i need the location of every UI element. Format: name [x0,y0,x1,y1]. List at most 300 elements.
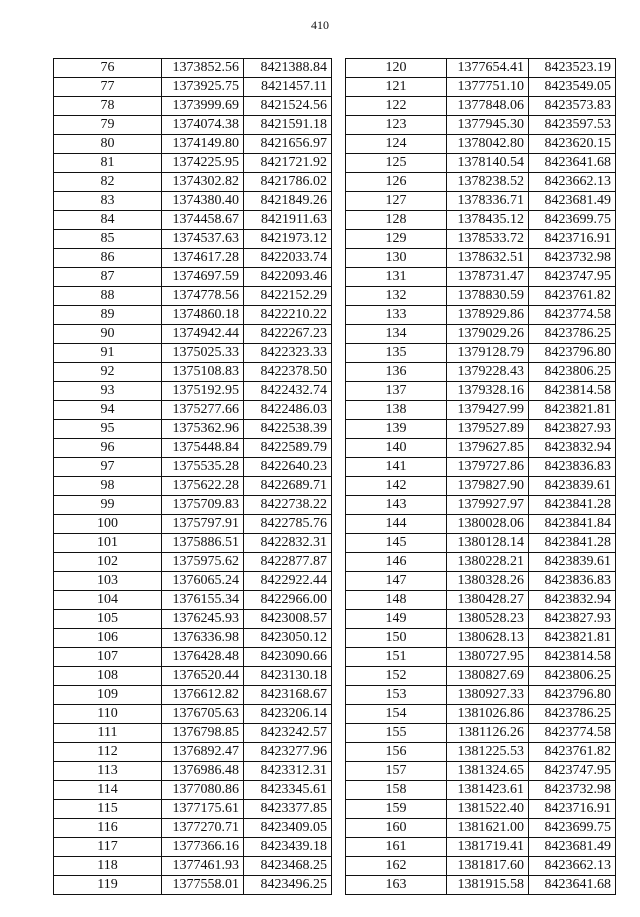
table-row [54,534,332,553]
y-coordinate-cell: 8422210.22 [244,306,332,325]
y-coordinate-cell: 8423796.80 [529,344,616,363]
table-row [346,591,616,610]
x-coordinate-cell: 1374697.59 [162,268,244,287]
x-coordinate-cell: 1375362.96 [162,420,244,439]
x-coordinate-cell: 1378929.86 [447,306,529,325]
y-coordinate-cell: 8423786.25 [529,325,616,344]
x-coordinate-cell: 1378042.80 [447,135,529,154]
point-number-cell: 108 [54,667,162,686]
point-number-cell: 84 [54,211,162,230]
table-row [346,743,616,762]
point-number-cell: 100 [54,515,162,534]
table-row [346,211,616,230]
point-number-cell: 112 [54,743,162,762]
point-number-cell: 96 [54,439,162,458]
y-coordinate-cell: 8422589.79 [244,439,332,458]
table-body-left [54,59,332,895]
point-number-cell: 97 [54,458,162,477]
y-coordinate-cell: 8423761.82 [529,743,616,762]
y-coordinate-cell: 8421721.92 [244,154,332,173]
y-coordinate-cell: 8422877.87 [244,553,332,572]
table-row [346,97,616,116]
table-row [54,515,332,534]
y-coordinate-cell: 8423168.67 [244,686,332,705]
y-coordinate-cell: 8423699.75 [529,819,616,838]
x-coordinate-cell: 1376155.34 [162,591,244,610]
y-coordinate-cell: 8423641.68 [529,154,616,173]
point-number-cell: 77 [54,78,162,97]
point-number-cell: 142 [346,477,447,496]
point-number-cell: 85 [54,230,162,249]
table-row [54,648,332,667]
point-number-cell: 125 [346,154,447,173]
y-coordinate-cell: 8423050.12 [244,629,332,648]
table-row [54,819,332,838]
y-coordinate-cell: 8423747.95 [529,268,616,287]
table-row [346,59,616,78]
point-number-cell: 98 [54,477,162,496]
y-coordinate-cell: 8422267.23 [244,325,332,344]
x-coordinate-cell: 1381225.53 [447,743,529,762]
point-number-cell: 99 [54,496,162,515]
x-coordinate-cell: 1374617.28 [162,249,244,268]
table-row [346,534,616,553]
x-coordinate-cell: 1373925.75 [162,78,244,97]
y-coordinate-cell: 8423206.14 [244,705,332,724]
point-number-cell: 141 [346,458,447,477]
table-row [346,762,616,781]
table-row [346,249,616,268]
y-coordinate-cell: 8421591.18 [244,116,332,135]
point-number-cell: 124 [346,135,447,154]
point-number-cell: 89 [54,306,162,325]
table-row [346,819,616,838]
x-coordinate-cell: 1378435.12 [447,211,529,230]
x-coordinate-cell: 1381324.65 [447,762,529,781]
x-coordinate-cell: 1374380.40 [162,192,244,211]
point-number-cell: 115 [54,800,162,819]
table-row [346,420,616,439]
x-coordinate-cell: 1379029.26 [447,325,529,344]
table-row [54,420,332,439]
point-number-cell: 88 [54,287,162,306]
table-row [346,287,616,306]
y-coordinate-cell: 8423409.05 [244,819,332,838]
point-number-cell: 150 [346,629,447,648]
x-coordinate-cell: 1380428.27 [447,591,529,610]
x-coordinate-cell: 1375797.91 [162,515,244,534]
point-number-cell: 103 [54,572,162,591]
y-coordinate-cell: 8423827.93 [529,420,616,439]
x-coordinate-cell: 1376428.48 [162,648,244,667]
y-coordinate-cell: 8423130.18 [244,667,332,686]
x-coordinate-cell: 1378731.47 [447,268,529,287]
y-coordinate-cell: 8423662.13 [529,857,616,876]
y-coordinate-cell: 8423620.15 [529,135,616,154]
x-coordinate-cell: 1376065.24 [162,572,244,591]
y-coordinate-cell: 8423312.31 [244,762,332,781]
table-row [54,705,332,724]
point-number-cell: 113 [54,762,162,781]
table-row [346,439,616,458]
table-row [346,553,616,572]
x-coordinate-cell: 1373999.69 [162,97,244,116]
table-row [346,325,616,344]
x-coordinate-cell: 1377945.30 [447,116,529,135]
y-coordinate-cell: 8423008.57 [244,610,332,629]
y-coordinate-cell: 8423796.80 [529,686,616,705]
x-coordinate-cell: 1381719.41 [447,838,529,857]
x-coordinate-cell: 1373852.56 [162,59,244,78]
y-coordinate-cell: 8423716.91 [529,230,616,249]
table-row [54,230,332,249]
y-coordinate-cell: 8422689.71 [244,477,332,496]
y-coordinate-cell: 8423774.58 [529,306,616,325]
point-number-cell: 140 [346,439,447,458]
y-coordinate-cell: 8423732.98 [529,249,616,268]
table-row [54,458,332,477]
x-coordinate-cell: 1380528.23 [447,610,529,629]
table-row [346,78,616,97]
table-row [54,78,332,97]
table-row [54,591,332,610]
table-row [54,610,332,629]
table-row [54,173,332,192]
point-number-cell: 95 [54,420,162,439]
point-number-cell: 155 [346,724,447,743]
table-row [346,838,616,857]
table-row [54,800,332,819]
x-coordinate-cell: 1374074.38 [162,116,244,135]
point-number-cell: 162 [346,857,447,876]
y-coordinate-cell: 8423786.25 [529,705,616,724]
y-coordinate-cell: 8423761.82 [529,287,616,306]
table-row [54,306,332,325]
x-coordinate-cell: 1377461.93 [162,857,244,876]
y-coordinate-cell: 8423821.81 [529,401,616,420]
point-number-cell: 130 [346,249,447,268]
table-row [346,154,616,173]
y-coordinate-cell: 8423832.94 [529,439,616,458]
table-row [346,382,616,401]
point-number-cell: 76 [54,59,162,78]
x-coordinate-cell: 1374860.18 [162,306,244,325]
point-number-cell: 119 [54,876,162,895]
x-coordinate-cell: 1381915.58 [447,876,529,895]
point-number-cell: 156 [346,743,447,762]
x-coordinate-cell: 1377366.16 [162,838,244,857]
point-number-cell: 117 [54,838,162,857]
y-coordinate-cell: 8421973.12 [244,230,332,249]
point-number-cell: 120 [346,59,447,78]
point-number-cell: 109 [54,686,162,705]
table-row [346,458,616,477]
point-number-cell: 114 [54,781,162,800]
point-number-cell: 101 [54,534,162,553]
table-row [346,268,616,287]
y-coordinate-cell: 8422538.39 [244,420,332,439]
point-number-cell: 146 [346,553,447,572]
table-row [54,724,332,743]
x-coordinate-cell: 1376798.85 [162,724,244,743]
point-number-cell: 133 [346,306,447,325]
x-coordinate-cell: 1381621.00 [447,819,529,838]
table-row [54,344,332,363]
table-row [54,667,332,686]
table-row [54,553,332,572]
y-coordinate-cell: 8423439.18 [244,838,332,857]
y-coordinate-cell: 8423496.25 [244,876,332,895]
y-coordinate-cell: 8423523.19 [529,59,616,78]
point-number-cell: 121 [346,78,447,97]
point-number-cell: 144 [346,515,447,534]
y-coordinate-cell: 8423681.49 [529,192,616,211]
y-coordinate-cell: 8423377.85 [244,800,332,819]
y-coordinate-cell: 8423821.81 [529,629,616,648]
y-coordinate-cell: 8423841.84 [529,515,616,534]
x-coordinate-cell: 1379927.97 [447,496,529,515]
point-number-cell: 127 [346,192,447,211]
x-coordinate-cell: 1374537.63 [162,230,244,249]
table-row [346,610,616,629]
x-coordinate-cell: 1377558.01 [162,876,244,895]
table-row [54,762,332,781]
x-coordinate-cell: 1380128.14 [447,534,529,553]
table-row [54,477,332,496]
x-coordinate-cell: 1378830.59 [447,287,529,306]
table-row [346,667,616,686]
x-coordinate-cell: 1375448.84 [162,439,244,458]
x-coordinate-cell: 1377080.86 [162,781,244,800]
table-row [54,192,332,211]
point-number-cell: 78 [54,97,162,116]
coordinate-table-left [53,58,332,895]
table-row [346,515,616,534]
point-number-cell: 154 [346,705,447,724]
y-coordinate-cell: 8423573.83 [529,97,616,116]
point-number-cell: 110 [54,705,162,724]
table-row [346,781,616,800]
x-coordinate-cell: 1375622.28 [162,477,244,496]
point-number-cell: 145 [346,534,447,553]
point-number-cell: 104 [54,591,162,610]
point-number-cell: 79 [54,116,162,135]
y-coordinate-cell: 8423832.94 [529,591,616,610]
point-number-cell: 126 [346,173,447,192]
x-coordinate-cell: 1377654.41 [447,59,529,78]
point-number-cell: 139 [346,420,447,439]
y-coordinate-cell: 8422152.29 [244,287,332,306]
x-coordinate-cell: 1375886.51 [162,534,244,553]
y-coordinate-cell: 8423839.61 [529,477,616,496]
table-row [54,249,332,268]
x-coordinate-cell: 1380927.33 [447,686,529,705]
point-number-cell: 161 [346,838,447,857]
y-coordinate-cell: 8421524.56 [244,97,332,116]
table-row [346,705,616,724]
y-coordinate-cell: 8423597.53 [529,116,616,135]
y-coordinate-cell: 8423641.68 [529,876,616,895]
y-coordinate-cell: 8423774.58 [529,724,616,743]
y-coordinate-cell: 8423839.61 [529,553,616,572]
y-coordinate-cell: 8422093.46 [244,268,332,287]
y-coordinate-cell: 8423716.91 [529,800,616,819]
y-coordinate-cell: 8422738.22 [244,496,332,515]
point-number-cell: 87 [54,268,162,287]
y-coordinate-cell: 8422640.23 [244,458,332,477]
x-coordinate-cell: 1378533.72 [447,230,529,249]
y-coordinate-cell: 8423814.58 [529,382,616,401]
x-coordinate-cell: 1376245.93 [162,610,244,629]
x-coordinate-cell: 1379427.99 [447,401,529,420]
y-coordinate-cell: 8422966.00 [244,591,332,610]
page-number: 410 [311,18,329,32]
table-row [54,59,332,78]
table-row [346,496,616,515]
table-row [346,306,616,325]
point-number-cell: 116 [54,819,162,838]
table-row [346,686,616,705]
table-row [346,724,616,743]
x-coordinate-cell: 1381026.86 [447,705,529,724]
x-coordinate-cell: 1379527.89 [447,420,529,439]
table-body-right [346,59,616,895]
x-coordinate-cell: 1375277.66 [162,401,244,420]
table-row [54,154,332,173]
table-row [54,857,332,876]
y-coordinate-cell: 8421911.63 [244,211,332,230]
point-number-cell: 102 [54,553,162,572]
x-coordinate-cell: 1381522.40 [447,800,529,819]
y-coordinate-cell: 8423836.83 [529,572,616,591]
point-number-cell: 106 [54,629,162,648]
table-row [54,743,332,762]
point-number-cell: 105 [54,610,162,629]
point-number-cell: 82 [54,173,162,192]
x-coordinate-cell: 1374302.82 [162,173,244,192]
table-row [54,781,332,800]
point-number-cell: 128 [346,211,447,230]
y-coordinate-cell: 8423699.75 [529,211,616,230]
point-number-cell: 80 [54,135,162,154]
y-coordinate-cell: 8422432.74 [244,382,332,401]
x-coordinate-cell: 1374149.80 [162,135,244,154]
x-coordinate-cell: 1379328.16 [447,382,529,401]
point-number-cell: 90 [54,325,162,344]
table-row [54,325,332,344]
y-coordinate-cell: 8423814.58 [529,648,616,667]
y-coordinate-cell: 8423841.28 [529,496,616,515]
y-coordinate-cell: 8422323.33 [244,344,332,363]
x-coordinate-cell: 1376612.82 [162,686,244,705]
point-number-cell: 138 [346,401,447,420]
point-number-cell: 151 [346,648,447,667]
x-coordinate-cell: 1380328.26 [447,572,529,591]
y-coordinate-cell: 8423836.83 [529,458,616,477]
x-coordinate-cell: 1380727.95 [447,648,529,667]
y-coordinate-cell: 8421656.97 [244,135,332,154]
point-number-cell: 149 [346,610,447,629]
table-row [54,97,332,116]
table-row [346,629,616,648]
y-coordinate-cell: 8422486.03 [244,401,332,420]
point-number-cell: 123 [346,116,447,135]
y-coordinate-cell: 8423827.93 [529,610,616,629]
table-row [54,496,332,515]
y-coordinate-cell: 8423242.57 [244,724,332,743]
x-coordinate-cell: 1375108.83 [162,363,244,382]
x-coordinate-cell: 1375709.83 [162,496,244,515]
point-number-cell: 81 [54,154,162,173]
x-coordinate-cell: 1380028.06 [447,515,529,534]
table-row [54,629,332,648]
point-number-cell: 94 [54,401,162,420]
table-row [54,116,332,135]
table-row [54,686,332,705]
point-number-cell: 111 [54,724,162,743]
table-row [346,192,616,211]
x-coordinate-cell: 1378632.51 [447,249,529,268]
y-coordinate-cell: 8421786.02 [244,173,332,192]
table-row [346,876,616,895]
y-coordinate-cell: 8422832.31 [244,534,332,553]
y-coordinate-cell: 8422922.44 [244,572,332,591]
x-coordinate-cell: 1377848.06 [447,97,529,116]
x-coordinate-cell: 1378336.71 [447,192,529,211]
table-row [346,800,616,819]
x-coordinate-cell: 1381126.26 [447,724,529,743]
table-row [346,230,616,249]
y-coordinate-cell: 8423732.98 [529,781,616,800]
y-coordinate-cell: 8421388.84 [244,59,332,78]
table-row [346,857,616,876]
x-coordinate-cell: 1376336.98 [162,629,244,648]
coordinate-table-right [345,58,616,895]
table-row [346,116,616,135]
x-coordinate-cell: 1376705.63 [162,705,244,724]
table-row [54,382,332,401]
x-coordinate-cell: 1377751.10 [447,78,529,97]
table-row [54,287,332,306]
table-row [346,135,616,154]
x-coordinate-cell: 1374942.44 [162,325,244,344]
point-number-cell: 147 [346,572,447,591]
point-number-cell: 118 [54,857,162,876]
point-number-cell: 86 [54,249,162,268]
table-row [346,401,616,420]
x-coordinate-cell: 1375535.28 [162,458,244,477]
point-number-cell: 93 [54,382,162,401]
x-coordinate-cell: 1377270.71 [162,819,244,838]
x-coordinate-cell: 1376986.48 [162,762,244,781]
y-coordinate-cell: 8423345.61 [244,781,332,800]
table-row [54,268,332,287]
table-row [346,363,616,382]
point-number-cell: 91 [54,344,162,363]
y-coordinate-cell: 8423841.28 [529,534,616,553]
table-row [54,135,332,154]
x-coordinate-cell: 1376520.44 [162,667,244,686]
point-number-cell: 152 [346,667,447,686]
x-coordinate-cell: 1374225.95 [162,154,244,173]
point-number-cell: 134 [346,325,447,344]
point-number-cell: 143 [346,496,447,515]
table-row [54,363,332,382]
y-coordinate-cell: 8421457.11 [244,78,332,97]
x-coordinate-cell: 1379827.90 [447,477,529,496]
x-coordinate-cell: 1377175.61 [162,800,244,819]
point-number-cell: 107 [54,648,162,667]
